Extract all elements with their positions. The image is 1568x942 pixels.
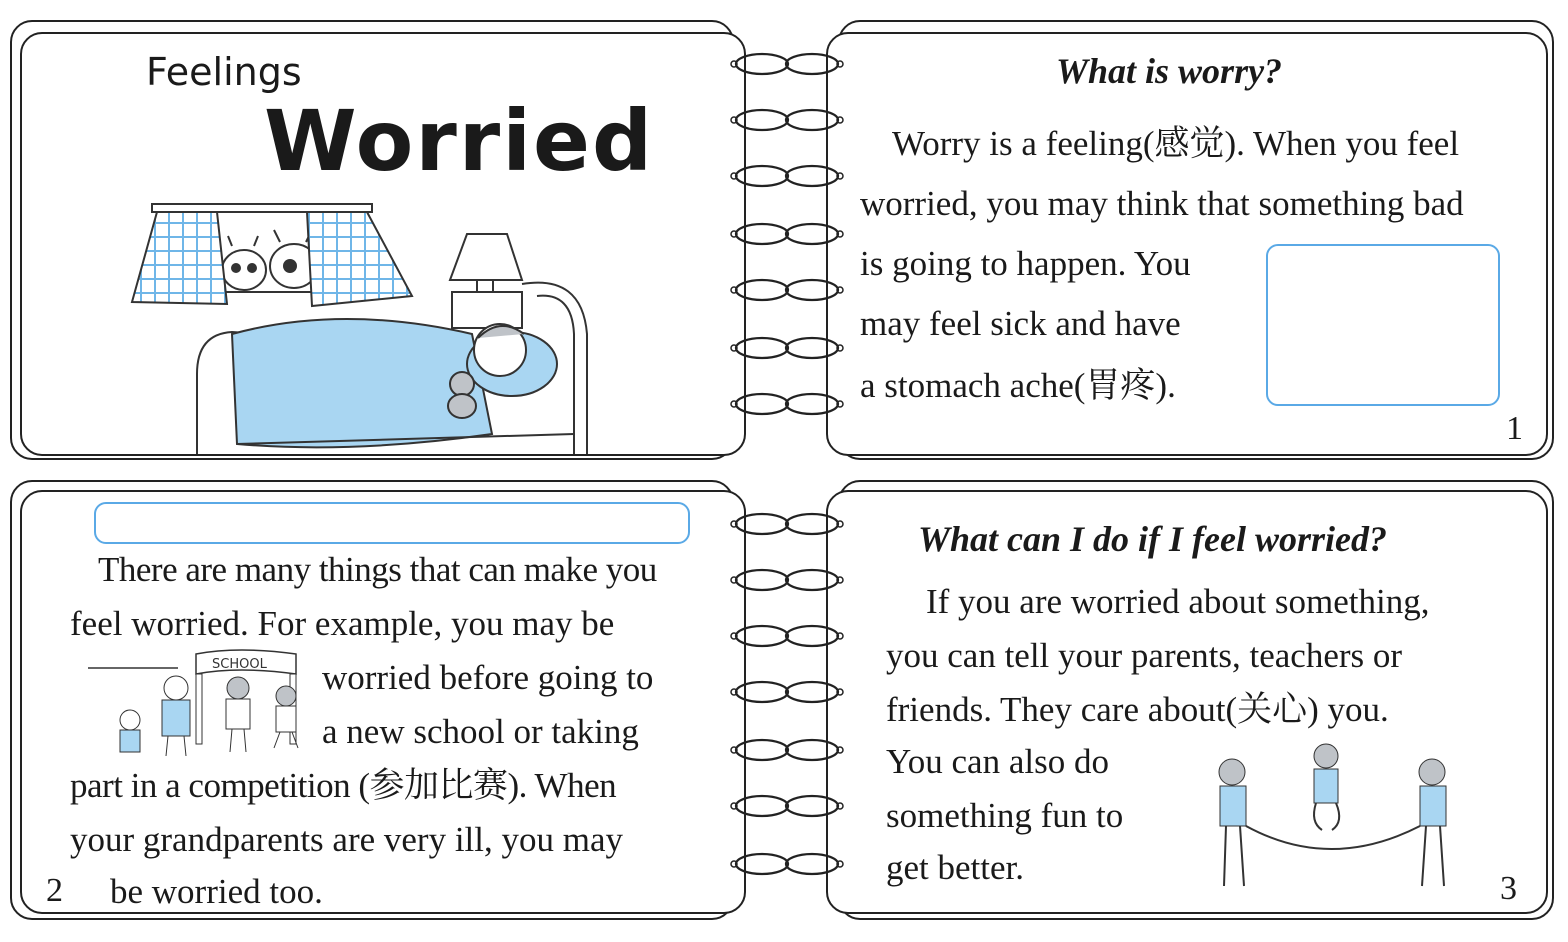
page-2-line-3: worried before going to [322, 658, 654, 697]
page-3-card [826, 490, 1548, 914]
page-2-card [20, 490, 746, 914]
page-2-line-7: be worried too. [110, 872, 323, 911]
page-3-line-3: friends. They care about(关心) you. [886, 690, 1389, 729]
bedroom-illustration [22, 34, 746, 456]
page-2-line-2: feel worried. For example, you may be [70, 604, 615, 643]
page-3-line-2: you can tell your parents, teachers or [886, 636, 1403, 675]
page-1-card [826, 32, 1548, 456]
child-jumping-icon [1314, 744, 1339, 830]
page-1-heading: What is worry? [1056, 51, 1283, 91]
page-1-blank-box [1266, 244, 1500, 406]
page-3-number: 3 [1500, 870, 1517, 907]
page-2-line-5: part in a competition (参加比赛). When [70, 766, 617, 805]
page-3-line-6: get better. [886, 848, 1025, 887]
spiral-ring-icon [731, 338, 843, 358]
page-1-line-2: worried, you may think that something bad [860, 184, 1464, 223]
page-3-heading: What can I do if I feel worried? [918, 519, 1388, 559]
page-1-line-1: Worry is a feeling(感觉). When you feel [892, 124, 1460, 163]
page-2-number: 2 [46, 872, 63, 909]
spiral-ring-icon [731, 280, 843, 300]
page-3-line-4: You can also do [886, 742, 1109, 781]
spiral-ring-icon [731, 682, 843, 702]
mother-icon [162, 676, 190, 756]
spiral-ring-icon [731, 570, 843, 590]
school-illustration [88, 644, 308, 764]
page-3-line-1: If you are worried about something, [926, 582, 1430, 621]
page-1-line-3: is going to happen. You [860, 244, 1191, 283]
spiral-ring-icon [731, 796, 843, 816]
page-1-line-4: may feel sick and have [860, 304, 1181, 343]
spiral-ring-icon [731, 394, 843, 414]
page-2-blank-box [94, 502, 690, 544]
page-2-line-6: your grandparents are very ill, you may [70, 820, 624, 859]
student-backpack-icon [226, 677, 250, 752]
child-small-icon [120, 710, 140, 752]
child-right-icon [1419, 759, 1446, 886]
page-1-line-5: a stomach ache(胃疼). [860, 366, 1176, 405]
spiral-ring-icon [731, 740, 843, 760]
child-left-icon [1219, 759, 1246, 886]
jump-rope-illustration [1210, 742, 1460, 902]
spiral-ring-icon [731, 110, 843, 130]
spiral-ring-icon [731, 626, 843, 646]
spiral-ring-icon [731, 854, 843, 874]
student-walking-icon [274, 686, 298, 748]
spiral-ring-icon [731, 166, 843, 186]
series-label: Feelings [146, 50, 302, 94]
page-1-number: 1 [1506, 410, 1523, 447]
page-2-line-4: a new school or taking [322, 712, 639, 751]
page-2-line-1: There are many things that can make you [98, 550, 657, 589]
school-sign-text: SCHOOL [212, 657, 267, 672]
spiral-ring-icon [731, 514, 843, 534]
spiral-ring-icon [731, 224, 843, 244]
spiral-ring-icon [731, 54, 843, 74]
page-3-line-5: something fun to [886, 796, 1124, 835]
cover-title: Worried [264, 92, 655, 190]
spiral-binding [728, 0, 848, 942]
cover-card [20, 32, 746, 456]
